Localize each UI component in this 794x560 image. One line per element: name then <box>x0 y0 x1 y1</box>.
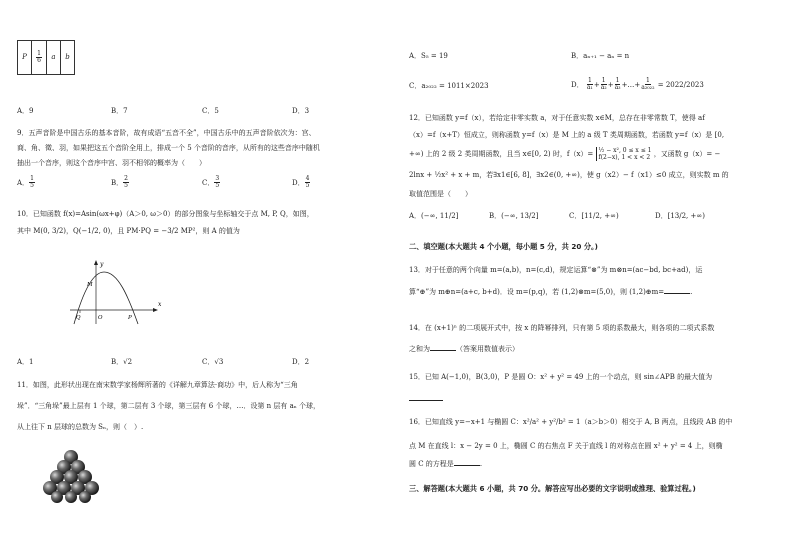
q11-line-2: 垛”．“三角垛”最上层有 1 个球，第二层有 3 个球，第三层有 6 个球，…．设第 n 层有 aₙ 个球， <box>17 402 321 410</box>
q12-option-a[interactable]: A．(−∞, 11/2] <box>409 212 459 220</box>
q14-answer-blank[interactable] <box>430 345 456 351</box>
point-q-label: Q <box>76 315 81 321</box>
origin-label: O <box>98 315 103 321</box>
q13-line-2: 算“⊕”为 m⊕n=(a+c, b+d)．设 m=(p,q)，若 (1,2)⊗m=(5,0)，则 (1,2)⊕m= . <box>409 288 693 296</box>
triangle-stack-image <box>38 448 104 504</box>
q9-line-1: 9．五声音阶是中国古乐的基本音阶，故有成语“五音不全”，中国古乐中的五声音阶依次为：宫、 <box>17 129 316 137</box>
q12-line-2: （x）=f（x+T）恒成立，则称函数 y=f（x）是 M 上的 a 级 T 类周期函数，若函数 y=f（x）是 [0, <box>409 131 725 139</box>
right-column <box>397 0 794 560</box>
x-axis-arrow <box>153 308 158 312</box>
q8-option-c[interactable]: C．5 <box>202 107 219 115</box>
q9-line-3: 抽出一个音序，则这个音序中宫、羽不相邻的概率为（ ） <box>17 159 206 167</box>
q11-option-b[interactable]: B．aₙ₊₁ − aₙ = n <box>571 52 630 60</box>
q12-option-d[interactable]: D．[13/2, +∞) <box>655 212 705 220</box>
table-cell-b: b <box>61 41 75 75</box>
q16-line-2: 点 M 在直线 l：x − 2y = 0 上，椭圆 C 的右焦点 F 关于直线 l 的对称点在圆 x² + y² = 4 上，则椭 <box>409 442 723 450</box>
q12-option-c[interactable]: C．[11/2, +∞) <box>569 212 619 220</box>
point-p-label: P <box>128 315 132 321</box>
y-axis-arrow <box>94 260 98 265</box>
section-2-heading: 二、填空题(本大题共 4 个小题，每小题 5 分，共 20 分。) <box>409 242 598 251</box>
q11-option-a[interactable]: A．S₅ = 19 <box>409 52 448 60</box>
q11-option-d[interactable]: D． $\frac{1}{\text{a₁}}$ + $\frac{1}{\text{a₂}}$ + $\frac{1}{\text{a₃}}$ +…+ $\frac{1}{\text{a₂₀₂₂}}$ = 2022/2023 <box>571 77 704 92</box>
q12-line-5: 取值范围是（ ） <box>409 190 472 198</box>
q16-answer-blank[interactable] <box>454 460 480 466</box>
q13-line-1: 13．对于任意的两个向量 m=(a,b)，n=(c,d)，规定运算“⊗”为 m⊗n=(ac−bd, bc+ad)，运 <box>409 266 703 274</box>
table-cell-a: a <box>47 41 61 75</box>
q12-line-3: +∞) 上的 2 级 2 类周期函数，且当 x∈[0, 2) 时，f（x）= ½ − x², 0 ≤ x ≤ 1 f(2−x), 1 < x < 2 ，又函数 g（x）= − <box>409 147 721 162</box>
q12-option-b[interactable]: B．(−∞, 13/2] <box>489 212 539 220</box>
probability-table <box>17 40 75 75</box>
q11-line-3: 从上往下 n 层球的总数为 Sₙ，则（ ）. <box>17 423 144 431</box>
q9-option-a[interactable]: A． $\frac{1}{5}$ <box>17 175 34 190</box>
q15-line-1: 15．已知 A(−1,0)，B(3,0)，P 是圆 O：x² + y² = 49 上的一个动点，则 sin∠APB 的最大值为 <box>409 373 713 381</box>
q13-answer-blank[interactable] <box>664 288 690 294</box>
q8-option-b[interactable]: B．7 <box>111 107 128 115</box>
table-cell-one-sixth: $\frac{1}{6}$ <box>32 41 47 75</box>
q15-answer-blank[interactable] <box>409 395 443 401</box>
section-3-heading: 三、解答题(本大题共 6 小题，共 70 分。解答应写出必要的文字说明或推理、验算过程。) <box>409 484 696 493</box>
q10-line-2: 其中 M(0, 3/2)，Q(−1/2, 0)，且 PM·PQ = −3/2 MP²，则 A 的值为 <box>17 227 240 235</box>
sine-graph <box>66 258 166 328</box>
q9-option-d[interactable]: D． $\frac{4}{5}$ <box>292 175 310 190</box>
q10-option-c[interactable]: C．√3 <box>202 358 224 366</box>
q11-option-c[interactable]: C．a₂₀₂₂ = 1011×2023 <box>409 82 489 90</box>
q10-option-b[interactable]: B．√2 <box>111 358 133 366</box>
q16-line-1: 16．已知直线 y=−x+1 与椭圆 C：x²/a² + y²/b² = 1（a＞b＞0）相交于 A, B 两点，且线段 AB 的中 <box>409 418 733 426</box>
stacked-balls <box>43 450 99 503</box>
q10-option-d[interactable]: D．2 <box>292 358 310 366</box>
point-m-label: M <box>87 282 93 288</box>
q12-line-4: 2lnx + ½x² + x + m，若∃x1∈[6, 8]，∃x2∈(0, +∞)，使 g（x2）− f（x1）≤0 成立，则实数 m 的 <box>409 171 729 179</box>
q16-line-3: 圆 C 的方程是 . <box>409 460 483 468</box>
q12-line-1: 12．已知函数 y=f（x），若给定非零实数 a，对于任意实数 x∈M，总存在非零常数 T，使得 af <box>409 114 705 122</box>
table-cell-p: P <box>18 41 32 75</box>
q8-option-d[interactable]: D．3 <box>292 107 310 115</box>
q11-line-1: 11．如图，此形状出现在南宋数学家杨辉所著的《详解九章算法·商功》中，后人称为“三角 <box>17 381 298 389</box>
q10-line-1: 10．已知函数 f(x)=Asin(ωx+φ)（A＞0, ω＞0）的部分图象与坐标轴交于点 M, P, Q，如图， <box>17 210 314 218</box>
piecewise-function: ½ − x², 0 ≤ x ≤ 1 f(2−x), 1 < x < 2 <box>596 147 652 161</box>
q9-option-c[interactable]: C． $\frac{3}{5}$ <box>202 175 220 190</box>
q14-line-1: 14．在 (x+1)ⁿ 的二项展开式中，按 x 的降幂排列，只有第 5 项的系数最大，则各项的二项式系数 <box>409 324 715 332</box>
x-axis-label: x <box>158 301 162 308</box>
q10-option-a[interactable]: A．1 <box>17 358 34 366</box>
q9-option-b[interactable]: B． $\frac{2}{5}$ <box>111 175 128 190</box>
y-axis-label: y <box>100 261 104 268</box>
q14-line-2: 之和为 （答案用数值表示） <box>409 345 519 353</box>
q8-option-a[interactable]: A．9 <box>17 107 34 115</box>
q9-line-2: 商、角、徵、羽，如果把这五个音阶全用上，排成一个 5 个音阶的音序，从所有的这些音序中随机 <box>17 144 320 152</box>
